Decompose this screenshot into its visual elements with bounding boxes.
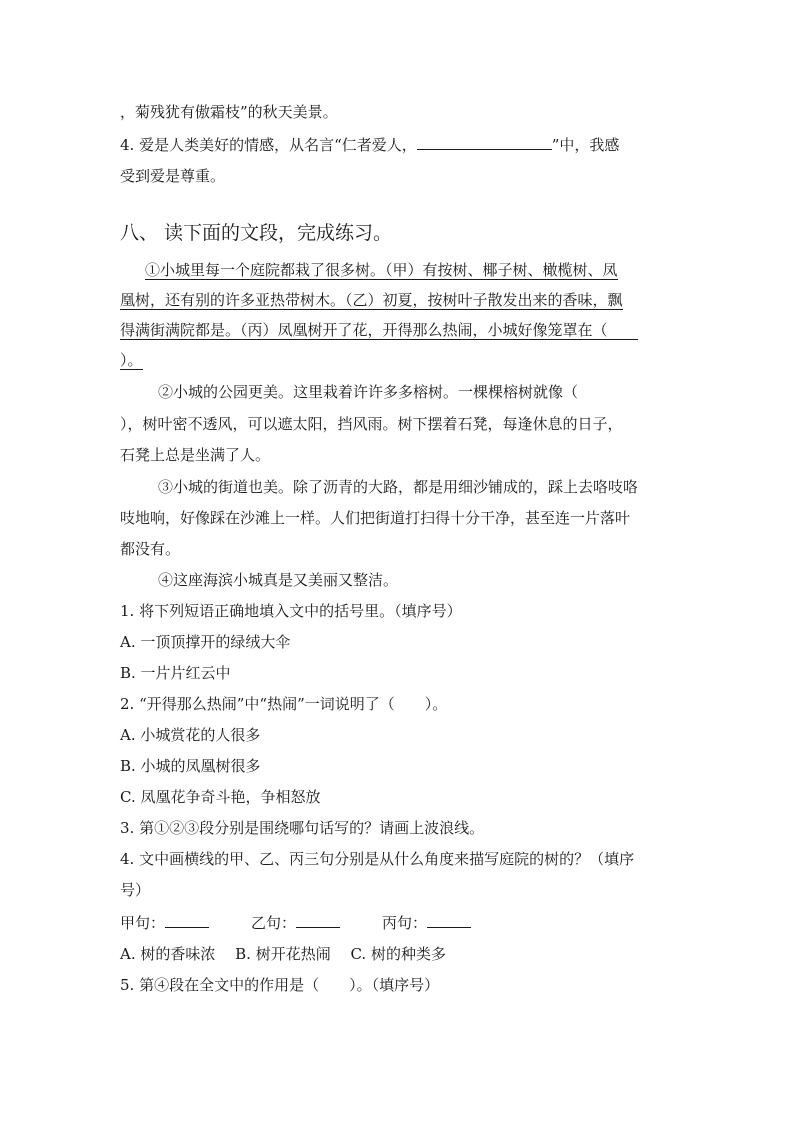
answer-blank[interactable] bbox=[417, 135, 552, 150]
option-b: B. 一片片红云中 bbox=[120, 664, 231, 682]
question-4-options: A. 树的香味浓 B. 树开花热闹 C. 树的种类多 bbox=[120, 945, 446, 963]
question-text: 4. 爱是人类美好的情感，从名言“仁者爱人， bbox=[120, 136, 417, 154]
question-4-line1 bbox=[120, 135, 619, 155]
bing-label: 丙句： bbox=[382, 914, 428, 932]
bing-blank[interactable] bbox=[427, 913, 471, 928]
option-a: A. 小城赏花的人很多 bbox=[120, 726, 261, 744]
underlined-text: ①小城里每一个庭院都栽了很多树。（甲）有按树、椰子树、橄榄树、凤 bbox=[145, 261, 618, 279]
passage-line bbox=[145, 260, 618, 280]
question-4: 4. 文中画横线的甲、乙、丙三句分别是从什么角度来描写庭院的树的？（填序 bbox=[120, 850, 635, 868]
jia-blank[interactable] bbox=[165, 913, 209, 928]
passage-line bbox=[120, 350, 143, 370]
question-3: 3. 第①②③段分别是围绕哪句话写的？请画上波浪线。 bbox=[120, 819, 485, 837]
yi-blank[interactable] bbox=[296, 913, 340, 928]
passage-line: ②小城的公园更美。这里栽着许许多多榕树。一棵棵榕树就像（ bbox=[158, 383, 579, 401]
question-1: 1. 将下列短语正确地填入文中的括号里。（填序号） bbox=[120, 602, 462, 620]
underlined-text: 凰树，还有别的许多亚热带树木。（乙）初夏，按树叶子散发出来的香味，飘 bbox=[120, 291, 623, 309]
text-line: 受到爱是尊重。 bbox=[120, 167, 226, 185]
passage-line: ），树叶密不透风，可以遮太阳，挡风雨。树下摆着石凳，每逢休息的日子， bbox=[120, 415, 623, 433]
passage-line bbox=[120, 290, 623, 310]
passage-line: 吱地响，好像踩在沙滩上一样。人们把街道打扫得十分干净，甚至连一片落叶 bbox=[120, 509, 631, 527]
question-text: ”中，我感 bbox=[551, 136, 620, 154]
passage-line: ③小城的街道也美。除了沥青的大路，都是用细沙铺成的，踩上去咯吱咯 bbox=[158, 478, 639, 496]
option-a: A. 一顶顶撑开的绿绒大伞 bbox=[120, 633, 291, 651]
text-line: ，菊残犹有傲霜枝”的秋天美景。 bbox=[120, 103, 338, 121]
passage-line: 都没有。 bbox=[120, 540, 181, 558]
underlined-text: 得满街满院都是。（丙）凤凰树开了花，开得那么热闹，小城好像笼罩在（ bbox=[120, 321, 638, 339]
section-title: 八、 读下面的文段，完成练习。 bbox=[120, 222, 393, 244]
question-5: 5. 第④段在全文中的作用是（ ）。（填序号） bbox=[120, 976, 440, 994]
passage-line: ④这座海滨小城真是又美丽又整洁。 bbox=[158, 571, 399, 589]
option-b: B. 小城的凤凰树很多 bbox=[120, 757, 261, 775]
question-4-cont: 号） bbox=[120, 881, 151, 899]
passage-line bbox=[120, 320, 638, 340]
passage-line: 石凳上总是坐满了人。 bbox=[120, 446, 271, 464]
underlined-text: ）。 bbox=[120, 351, 143, 369]
jia-label: 甲句： bbox=[120, 914, 166, 932]
yi-label: 乙句： bbox=[251, 914, 297, 932]
answer-row bbox=[120, 913, 471, 933]
option-c: C. 凤凰花争奇斗艳，争相怒放 bbox=[120, 788, 321, 806]
question-2: 2. “开得那么热闹”中“热闹”一词说明了（ ）。 bbox=[120, 695, 448, 713]
